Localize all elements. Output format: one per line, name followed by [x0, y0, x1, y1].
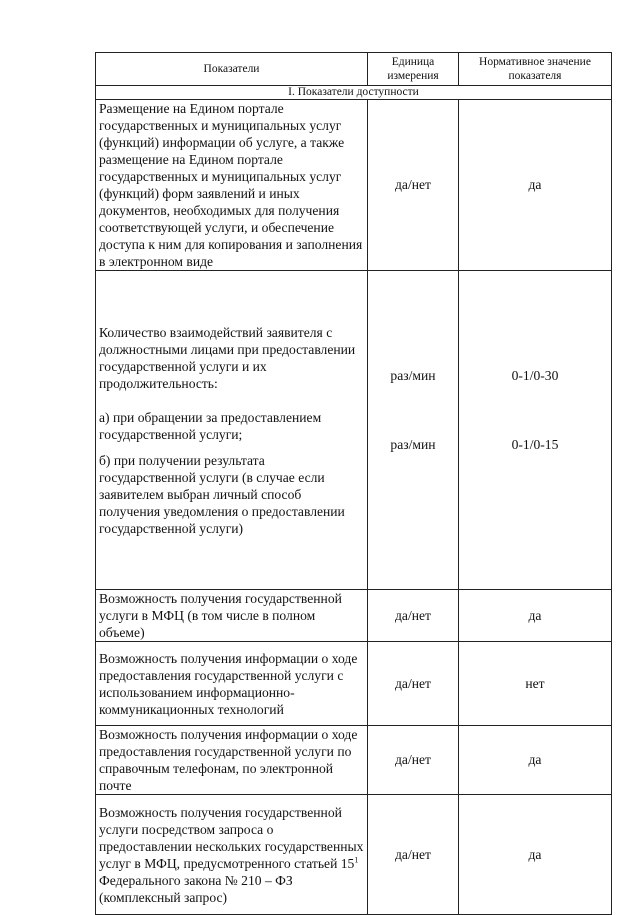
header-indicator: Показатели — [96, 53, 368, 86]
norm-value-a: 0-1/0-30 — [511, 368, 559, 383]
table-row — [96, 100, 612, 271]
indicator-text-group — [96, 271, 368, 590]
indicator-text: Возможность получения информации о ходе предоставления государственной услуги с использованием информационно-коммуникационных технологий — [96, 642, 368, 726]
unit-cell-group — [368, 271, 459, 590]
footnote-superscript: 1 — [354, 854, 359, 864]
norm-value: да — [459, 726, 612, 795]
indicator-text-tail: Федерального закона № 210 – ФЗ (комплексный запрос) — [99, 872, 293, 905]
unit-value: да/нет — [368, 726, 459, 795]
norm-value: да — [459, 100, 612, 271]
header-norm: Нормативное значение показателя — [459, 53, 612, 86]
indicator-text-main: Возможность получения государственной услуги посредством запроса о предоставлении нескольких государственных услуг в МФЦ, предусмотренного статьей 15 — [99, 804, 364, 871]
norm-value-b: 0-1/0-15 — [511, 437, 559, 452]
table-row — [96, 590, 612, 642]
header-unit: Единица измерения — [368, 53, 459, 86]
unit-value: да/нет — [368, 642, 459, 726]
norm-cell-group — [459, 271, 612, 590]
norm-value: да — [459, 590, 612, 642]
indicator-text: Возможность получения информации о ходе предоставления государственной услуги по справочным телефонам, по электронной почте — [96, 726, 368, 795]
section-row — [96, 86, 612, 100]
unit-value: да/нет — [368, 100, 459, 271]
unit-value: да/нет — [368, 795, 459, 915]
indicator-text: Размещение на Едином портале государственных и муниципальных услуг (функций) информации об услуге, а также размещение на Едином портале государственных и муниципальных услуг (функций) форм заявлений и иных документов, необходимых для получения соответствующей услуги, и обеспечение доступа к ним для копирования и заполнения в электронном виде — [96, 100, 368, 271]
indicator-text — [96, 795, 368, 915]
indicator-intro: Количество взаимодействий заявителя с должностными лицами при предоставлении государственной услуги и их продолжительность: — [99, 324, 356, 391]
indicator-sub-a: а) при обращении за предоставлением государственной услуги; — [99, 409, 322, 442]
norm-value: да — [459, 795, 612, 915]
table-row — [96, 795, 612, 915]
section-title: I. Показатели доступности — [96, 86, 612, 100]
unit-value: да/нет — [368, 590, 459, 642]
unit-value-b: раз/мин — [390, 437, 436, 452]
indicator-text: Возможность получения государственной услуги в МФЦ (в том числе в полном объеме) — [96, 590, 368, 642]
indicator-sub-b: б) при получении результата государственной услуги (в случае если заявителем выбран личный способ получения уведомления о предоставлении государственной услуги) — [99, 452, 345, 536]
table-header-row — [96, 53, 612, 86]
unit-value-a: раз/мин — [390, 368, 436, 383]
table-row — [96, 271, 612, 590]
norm-value: нет — [459, 642, 612, 726]
table-row — [96, 642, 612, 726]
table-row — [96, 726, 612, 795]
indicators-table — [95, 52, 612, 915]
